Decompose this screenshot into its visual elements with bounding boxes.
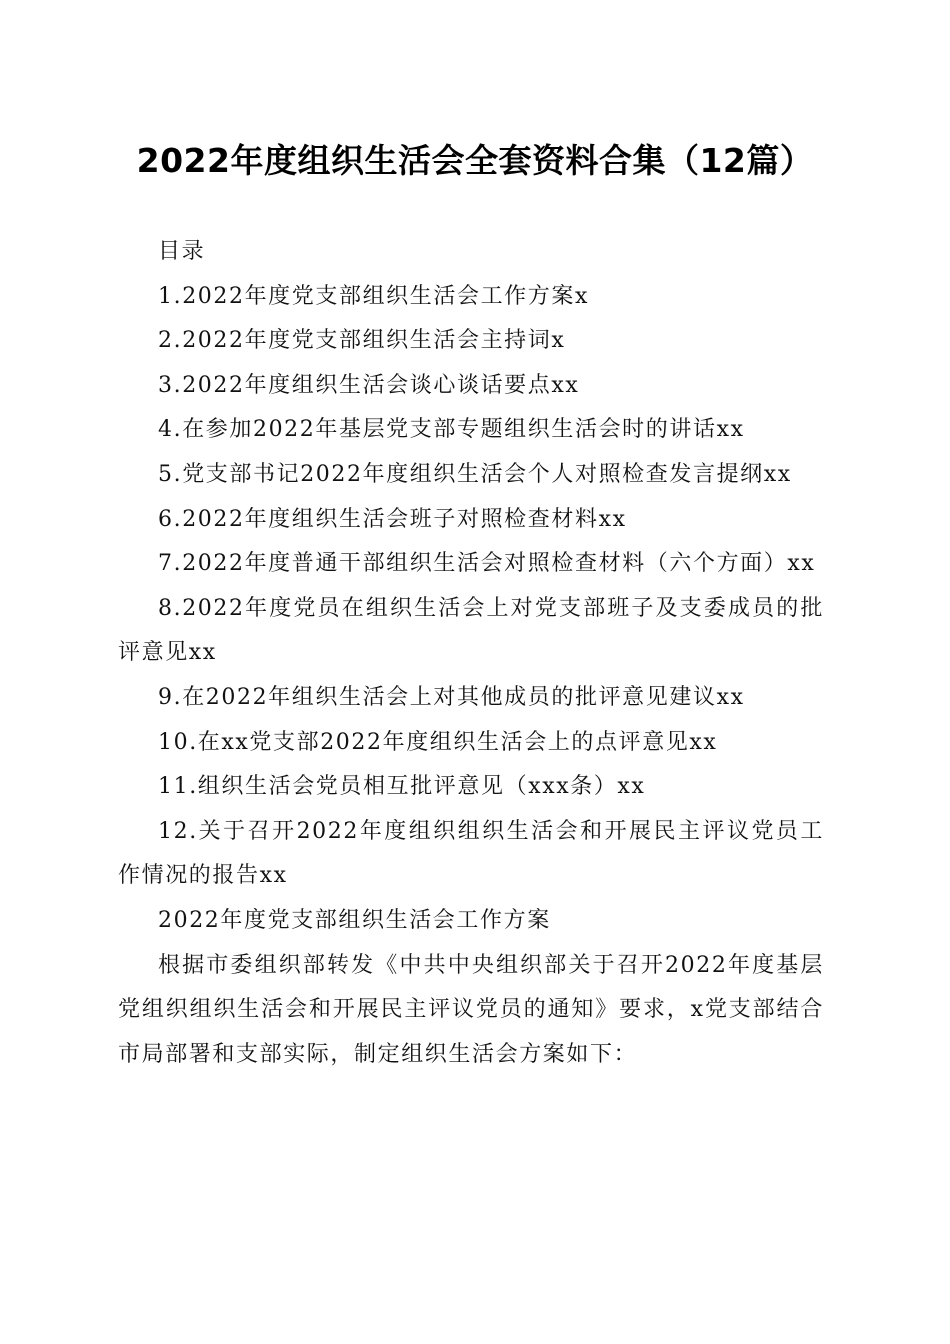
toc-item: 4.在参加2022年基层党支部专题组织生活会时的讲话xx xyxy=(158,417,745,443)
toc-item: 9.在2022年组织生活会上对其他成员的批评意见建议xx xyxy=(158,684,745,710)
toc-item: 2.2022年度党支部组织生活会主持词x xyxy=(158,328,566,354)
toc-item: 3.2022年度组织生活会谈心谈话要点xx xyxy=(158,372,580,398)
toc-heading: 目录 xyxy=(158,239,206,264)
toc-item: 5.党支部书记2022年度组织生活会个人对照检查发言提纲xx xyxy=(158,461,792,487)
intro-paragraph: 根据市委组织部转发《中共中央组织部关于召开2022年度基层党组织组织生活会和开展民主评议党员的通知》要求，x党支部结合市局部署和支部实际，制定组织生活会方案如下： xyxy=(118,952,824,1067)
toc-item: 6.2022年度组织生活会班子对照检查材料xx xyxy=(158,506,627,532)
toc-item: 12.关于召开2022年度组织组织生活会和开展民主评议党员工作情况的报告xx xyxy=(118,818,824,889)
toc-item: 8.2022年度党员在组织生活会上对党支部班子及支委成员的批评意见xx xyxy=(118,595,824,666)
toc-item: 10.在xx党支部2022年度组织生活会上的点评意见xx xyxy=(158,729,718,755)
document-title: 2022年度组织生活会全套资料合集（12篇） xyxy=(136,141,814,180)
toc-item: 1.2022年度党支部组织生活会工作方案x xyxy=(158,283,589,309)
toc-item: 7.2022年度普通干部组织生活会对照检查材料（六个方面）xx xyxy=(158,551,816,577)
section-title: 2022年度党支部组织生活会工作方案 xyxy=(158,907,551,933)
document-body xyxy=(118,230,824,1077)
toc-item: 11.组织生活会党员相互批评意见（xxx条）xx xyxy=(158,774,646,800)
